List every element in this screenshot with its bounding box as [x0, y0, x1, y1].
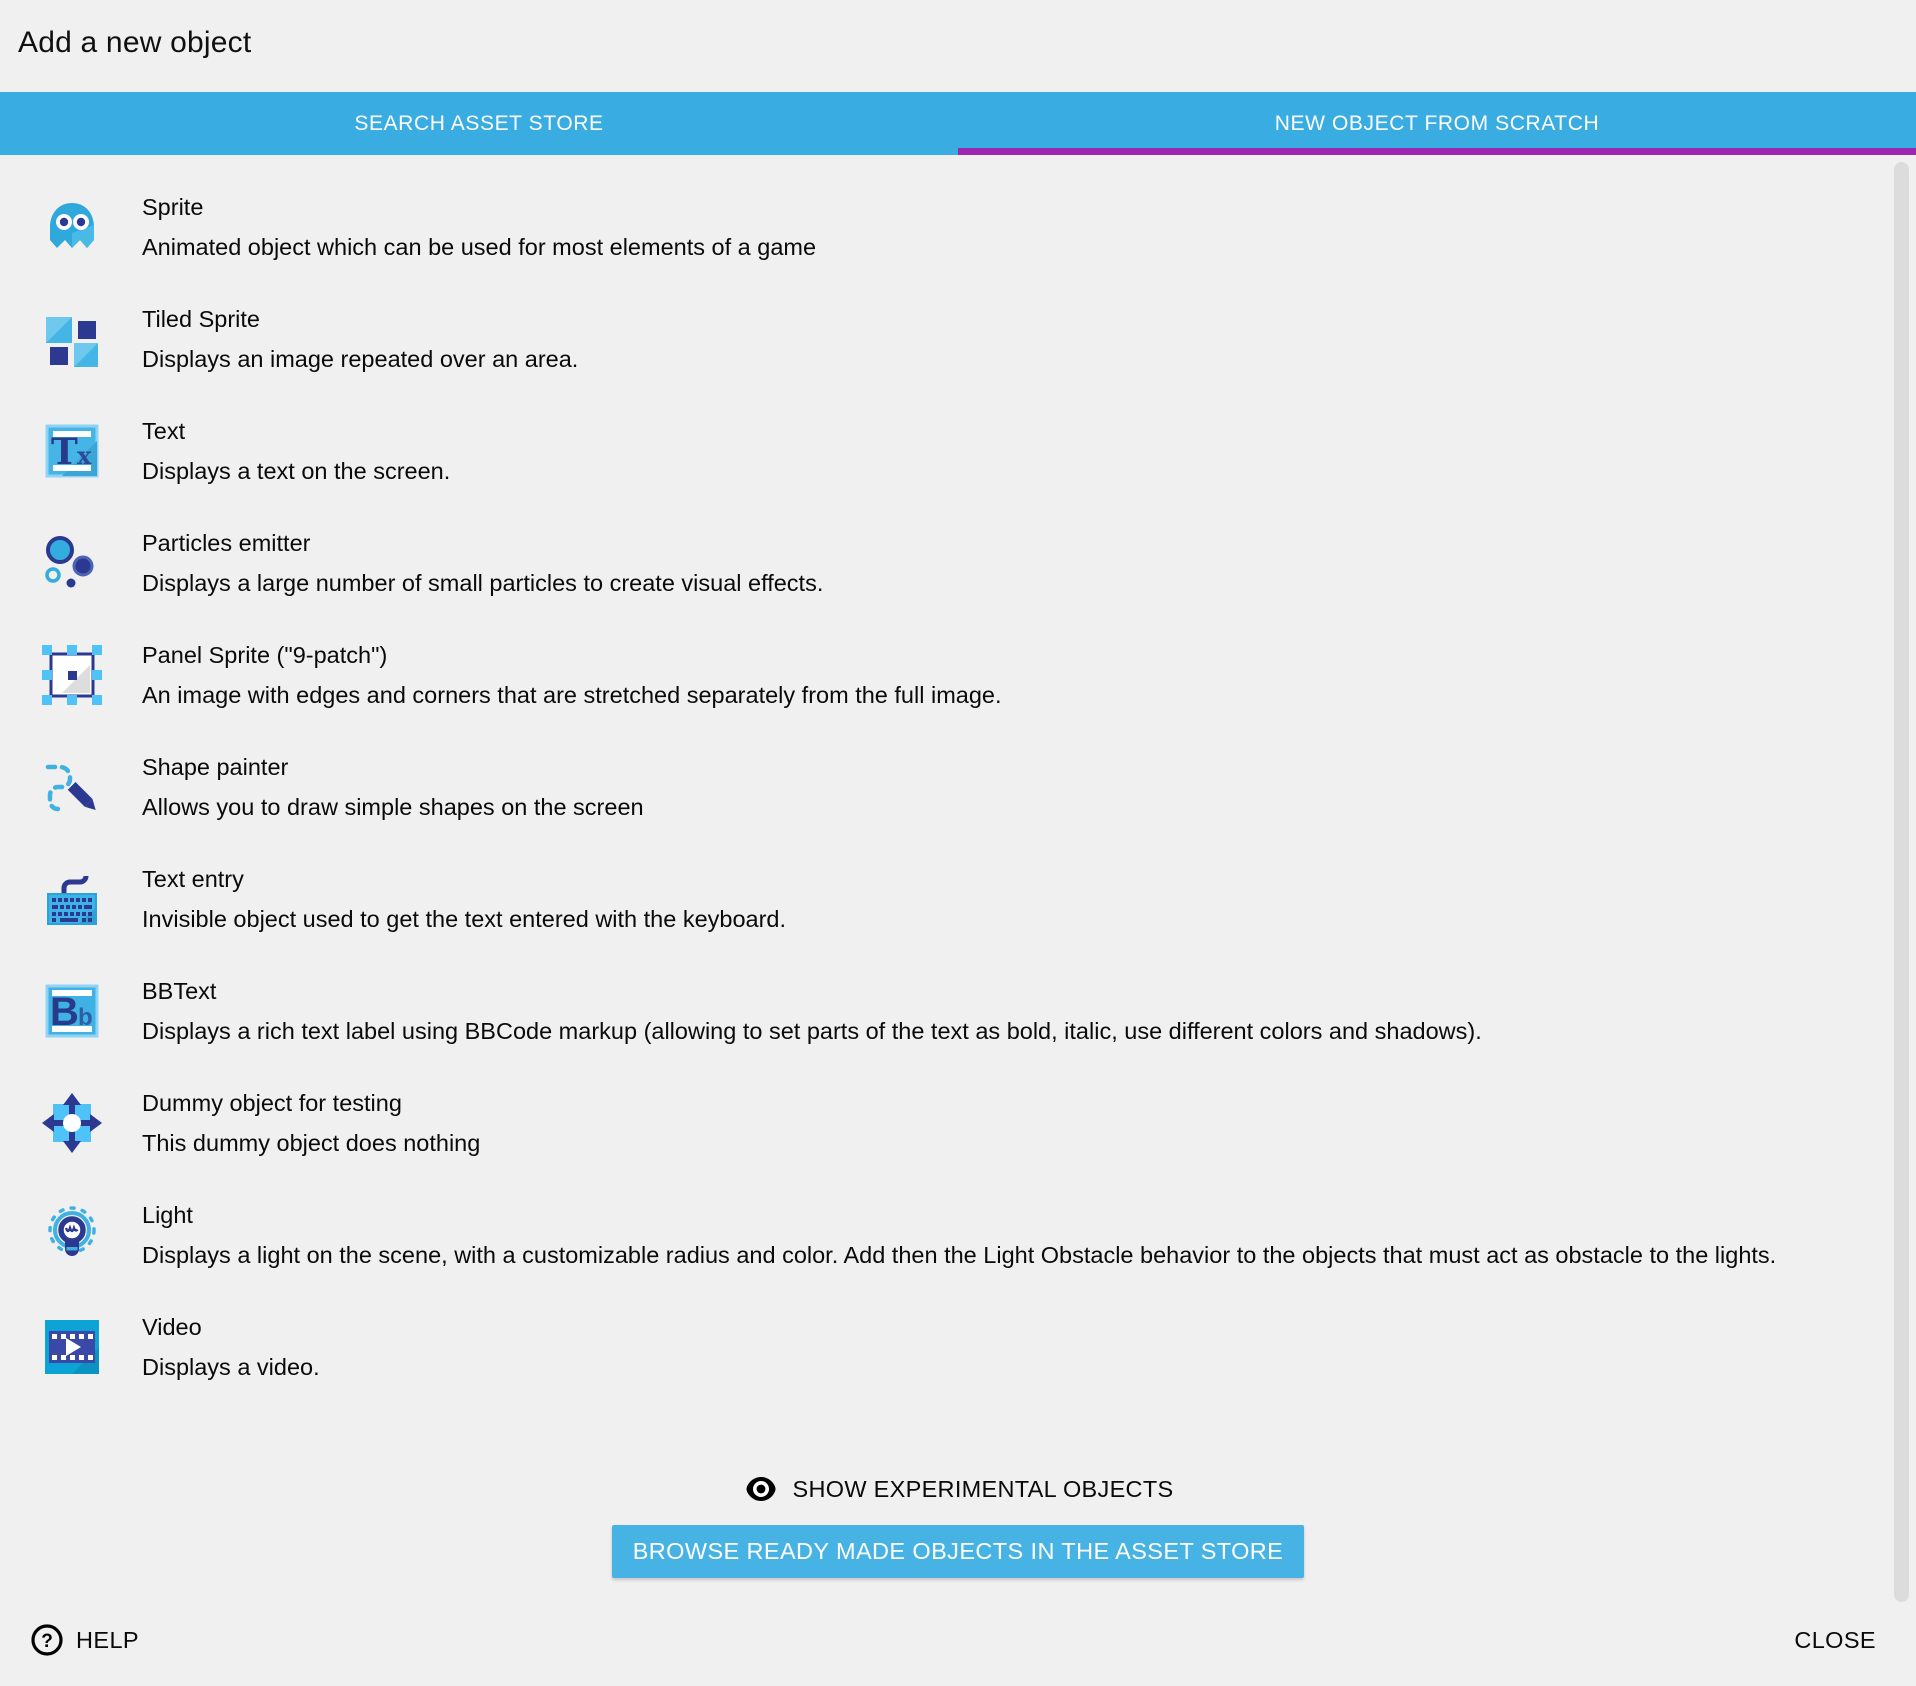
svg-text:?: ? [41, 1631, 53, 1652]
object-row-bbtext[interactable] [0, 971, 1916, 1083]
dialog-title: Add a new object [18, 26, 252, 59]
object-name: Text [142, 418, 186, 444]
object-name: Dummy object for testing [142, 1090, 402, 1116]
active-tab-indicator [958, 148, 1916, 155]
shape-painter-icon [40, 755, 104, 819]
object-row-video[interactable] [0, 1307, 1916, 1419]
object-description: Invisible object used to get the text entered with the keyboard. [142, 906, 787, 932]
object-description: Displays a rich text label using BBCode markup (allowing to set parts of the text as bold, italic, use different colors and shadows). [142, 1018, 1482, 1044]
object-row-light[interactable] [0, 1195, 1916, 1307]
particles-emitter-icon [40, 531, 104, 595]
object-row-particles-emitter[interactable] [0, 523, 1916, 635]
help-label: HELP [76, 1626, 139, 1653]
show-experimental-objects-label: SHOW EXPERIMENTAL OBJECTS [792, 1475, 1174, 1502]
dialog-actions-bar [0, 1600, 1916, 1686]
video-icon [40, 1315, 104, 1379]
bbtext-icon [40, 979, 104, 1043]
object-description: Allows you to draw simple shapes on the screen [142, 794, 644, 820]
dialog-header [0, 0, 1916, 92]
text-object-icon [40, 419, 104, 483]
tab-new-object-from-scratch[interactable] [958, 92, 1916, 155]
browse-asset-store-button[interactable] [612, 1525, 1304, 1578]
tiled-sprite-icon [40, 307, 104, 371]
object-name: Shape painter [142, 754, 289, 780]
object-name: Text entry [142, 866, 244, 892]
svg-text:x: x [77, 441, 92, 470]
object-description: Displays an image repeated over an area. [142, 346, 579, 372]
svg-text:b: b [78, 1004, 93, 1031]
tab-search-asset-store[interactable] [0, 92, 958, 155]
close-button[interactable] [1792, 1619, 1878, 1662]
object-row-tiled-sprite[interactable] [0, 299, 1916, 411]
object-name: Particles emitter [142, 530, 311, 556]
object-name: Panel Sprite ("9-patch") [142, 642, 388, 668]
show-experimental-objects-button[interactable] [0, 1471, 1916, 1507]
object-list [0, 155, 1916, 1578]
browse-asset-store-label: BROWSE READY MADE OBJECTS IN THE ASSET STORE [632, 1538, 1284, 1564]
tabbar [0, 92, 1916, 155]
text-entry-icon [40, 867, 104, 931]
tab-label: NEW OBJECT FROM SCRATCH [1274, 111, 1600, 135]
object-description: Displays a light on the scene, with a customizable radius and color. Add then the Light Obstacle behavior to the objects that must act as obstacle to the lights. [142, 1242, 1777, 1268]
object-row-dummy-object[interactable] [0, 1083, 1916, 1195]
eye-icon [743, 1471, 779, 1507]
object-name: Tiled Sprite [142, 306, 260, 332]
panel-sprite-icon [40, 643, 104, 707]
svg-text:T: T [51, 431, 78, 473]
help-button[interactable] [30, 1623, 139, 1657]
object-row-text-entry[interactable] [0, 859, 1916, 971]
object-name: Video [142, 1314, 202, 1340]
dummy-object-icon [40, 1091, 104, 1155]
close-label: CLOSE [1794, 1626, 1876, 1653]
scrollbar-thumb[interactable] [1894, 162, 1909, 1602]
object-row-text[interactable] [0, 411, 1916, 523]
object-description: Animated object which can be used for most elements of a game [142, 234, 817, 260]
object-row-panel-sprite[interactable] [0, 635, 1916, 747]
light-icon [40, 1203, 104, 1267]
object-name: Light [142, 1202, 193, 1228]
object-description: This dummy object does nothing [142, 1130, 481, 1156]
sprite-icon [40, 195, 104, 259]
object-name: BBText [142, 978, 217, 1004]
object-description: Displays a large number of small particles to create visual effects. [142, 570, 824, 596]
tab-label: SEARCH ASSET STORE [354, 111, 604, 135]
object-row-shape-painter[interactable] [0, 747, 1916, 859]
object-name: Sprite [142, 194, 204, 220]
object-description: Displays a video. [142, 1354, 320, 1380]
object-description: An image with edges and corners that are stretched separately from the full image. [142, 682, 1002, 708]
object-row-sprite[interactable] [0, 187, 1916, 299]
svg-text:B: B [50, 990, 79, 1034]
help-icon [30, 1623, 64, 1657]
object-description: Displays a text on the screen. [142, 458, 451, 484]
